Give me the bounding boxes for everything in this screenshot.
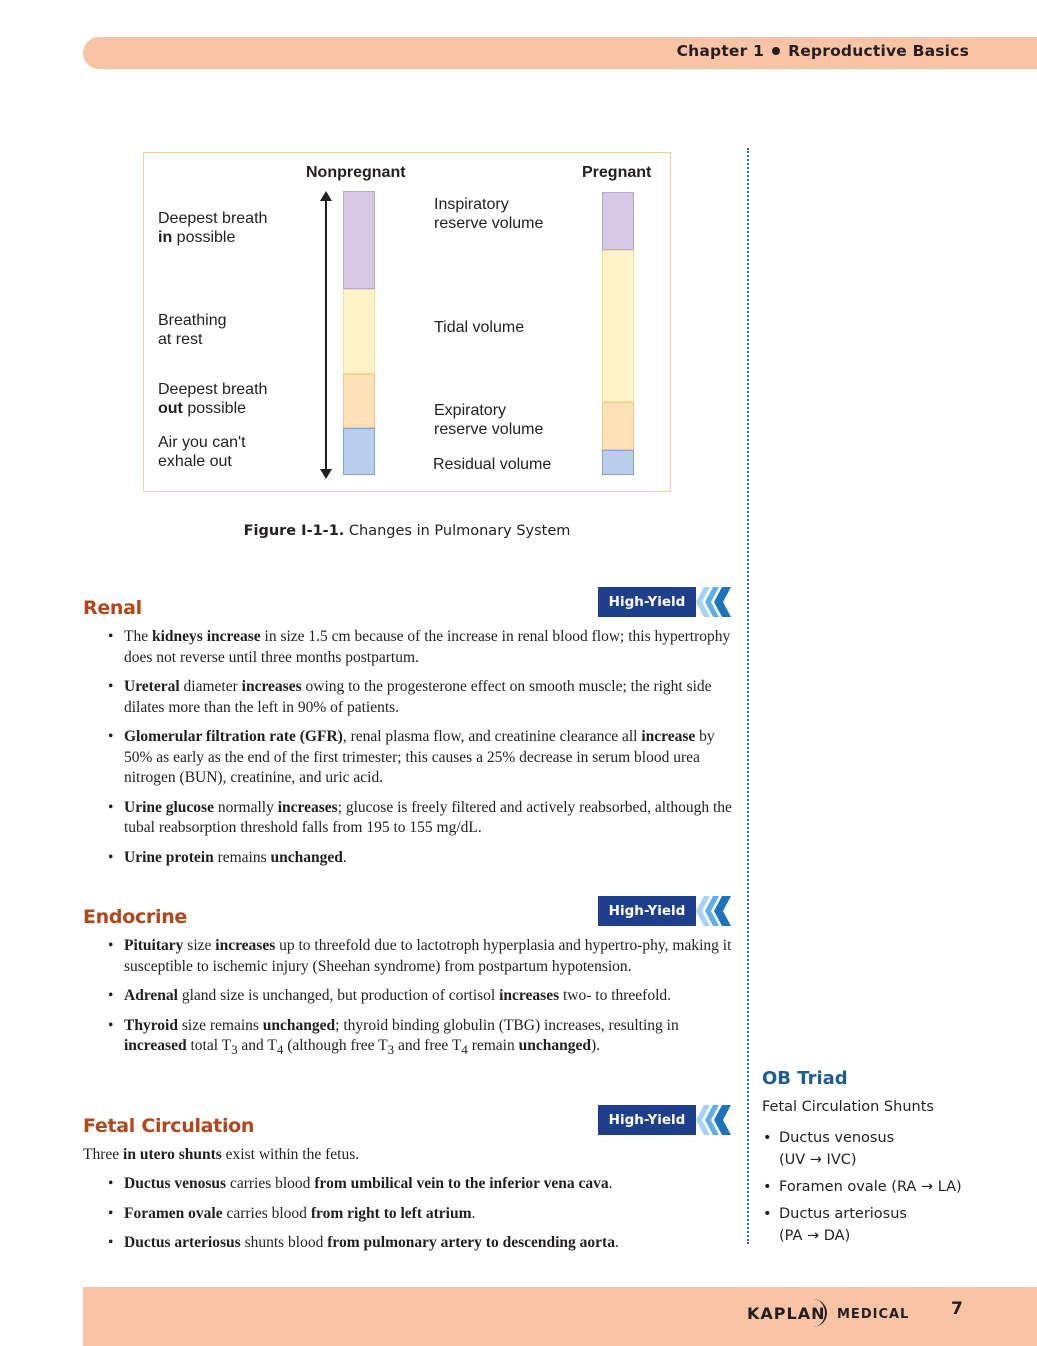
- fetal-list: [106, 1174, 736, 1263]
- list-item: • Foramen ovale (RA → LA): [762, 1176, 1022, 1198]
- label-irv: Inspiratory reserve volume: [434, 196, 544, 232]
- pregnant-tidal-segment: [602, 250, 634, 402]
- chevrons-icon: [696, 587, 735, 617]
- kaplan-medical-logo: [747, 1302, 910, 1328]
- chapter-header: [83, 37, 1037, 69]
- chapter-heading: [677, 42, 969, 60]
- logo-medical-text: MEDICAL: [837, 1307, 910, 1322]
- label-deepest-out: Deepest breath out possible: [158, 381, 268, 417]
- figure-caption: Figure I-1-1. Changes in Pulmonary System: [243, 523, 571, 539]
- ob-triad-title: OB Triad: [762, 1068, 848, 1089]
- list-item: • Thyroid size remains unchanged; thyroid binding globulin (TBG) increases, resulting in increased total $T_3$ and $T_4$ (although free $T_3$ and free $T_4$ remain unchanged).: [106, 1016, 736, 1061]
- fetal-circulation-heading: Fetal Circulation: [83, 1115, 255, 1137]
- pulmonary-figure: [143, 152, 671, 492]
- label-tidal: Tidal volume: [434, 319, 525, 336]
- list-item: • Ductus venosus (UV → IVC): [762, 1127, 1022, 1171]
- high-yield-badge-fetal: [598, 1105, 735, 1135]
- nonpregnant-residual-segment: [343, 428, 375, 475]
- nonpregnant-heading: Nonpregnant: [306, 164, 406, 181]
- high-yield-badge-endocrine: [598, 896, 735, 926]
- ob-triad-list: [762, 1127, 1022, 1252]
- list-item: • Glomerular filtration rate (GFR), renal plasma flow, and creatinine clearance all increase by 50% as early as the end of the first trimester; this causes a 25% decrease in serum blood urea nitrogen (BUN), creatinine, and uric acid.: [106, 727, 736, 789]
- nonpregnant-tidal-segment: [343, 289, 375, 374]
- list-item: • Adrenal gland size is unchanged, but production of cortisol increases two- to threefold.: [106, 986, 736, 1007]
- logo-arc-icon: [799, 1299, 827, 1327]
- high-yield-label: High-Yield: [598, 1105, 696, 1135]
- endocrine-heading: Endocrine: [83, 906, 188, 928]
- logo-kaplan-text: KAPLAN: [747, 1304, 826, 1323]
- chevrons-icon: [696, 1105, 735, 1135]
- chevrons-icon: [696, 896, 735, 926]
- label-erv: Expiratory reserve volume: [434, 402, 544, 438]
- page-footer: [83, 1287, 1037, 1346]
- renal-heading: Renal: [83, 597, 142, 619]
- page-number: 7: [951, 1299, 963, 1319]
- list-item: • Urine glucose normally increases; glucose is freely filtered and actively reabsorbed, although the tubal reabsorption threshold falls from 195 to 155 mg/dL.: [106, 798, 736, 839]
- ob-triad-subtitle: Fetal Circulation Shunts: [762, 1099, 934, 1115]
- bullet-dot-icon: [772, 47, 780, 55]
- pregnant-residual-segment: [602, 450, 634, 475]
- list-item: • Ductus arteriosus shunts blood from pulmonary artery to descending aorta.: [106, 1233, 736, 1254]
- fetal-intro: Three in utero shunts exist within the fetus.: [83, 1146, 360, 1163]
- high-yield-badge-renal: [598, 587, 735, 617]
- label-deepest-in: Deepest breath in possible: [158, 210, 268, 246]
- nonpregnant-erv-segment: [343, 374, 375, 428]
- column-divider: [747, 148, 749, 1244]
- high-yield-label: High-Yield: [598, 587, 696, 617]
- list-item: • Pituitary size increases up to threefold due to lactotroph hyperplasia and hypertro-phy, making it susceptible to ischemic injury (Sheehan syndrome) from postpartum hypotension.: [106, 936, 736, 977]
- list-item: • Urine protein remains unchanged.: [106, 848, 736, 869]
- pregnant-heading: Pregnant: [582, 164, 652, 181]
- pregnant-irv-segment: [602, 192, 634, 250]
- double-arrow-shaft: [325, 199, 327, 471]
- endocrine-list: [106, 936, 736, 1070]
- label-air-cant-exhale: Air you can't exhale out: [158, 434, 246, 470]
- high-yield-label: High-Yield: [598, 896, 696, 926]
- list-item: • Ductus venosus carries blood from umbilical vein to the inferior vena cava.: [106, 1174, 736, 1195]
- arrow-down-icon: [320, 469, 332, 479]
- list-item: • Foramen ovale carries blood from right to left atrium.: [106, 1204, 736, 1225]
- label-breathing-rest: Breathing at rest: [158, 312, 227, 348]
- renal-list: [106, 627, 736, 877]
- pregnant-erv-segment: [602, 402, 634, 450]
- nonpregnant-irv-segment: [343, 191, 375, 289]
- list-item: • Ureteral diameter increases owing to the progesterone effect on smooth muscle; the right side dilates more than the left in 90% of patients.: [106, 677, 736, 718]
- chapter-number: Chapter 1: [676, 42, 765, 60]
- list-item: • The kidneys increase in size 1.5 cm because of the increase in renal blood flow; this hypertrophy does not reverse until three months postpartum.: [106, 627, 736, 668]
- label-residual: Residual volume: [433, 456, 552, 473]
- list-item: • Ductus arteriosus (PA → DA): [762, 1203, 1022, 1247]
- chapter-title: Reproductive Basics: [788, 42, 969, 60]
